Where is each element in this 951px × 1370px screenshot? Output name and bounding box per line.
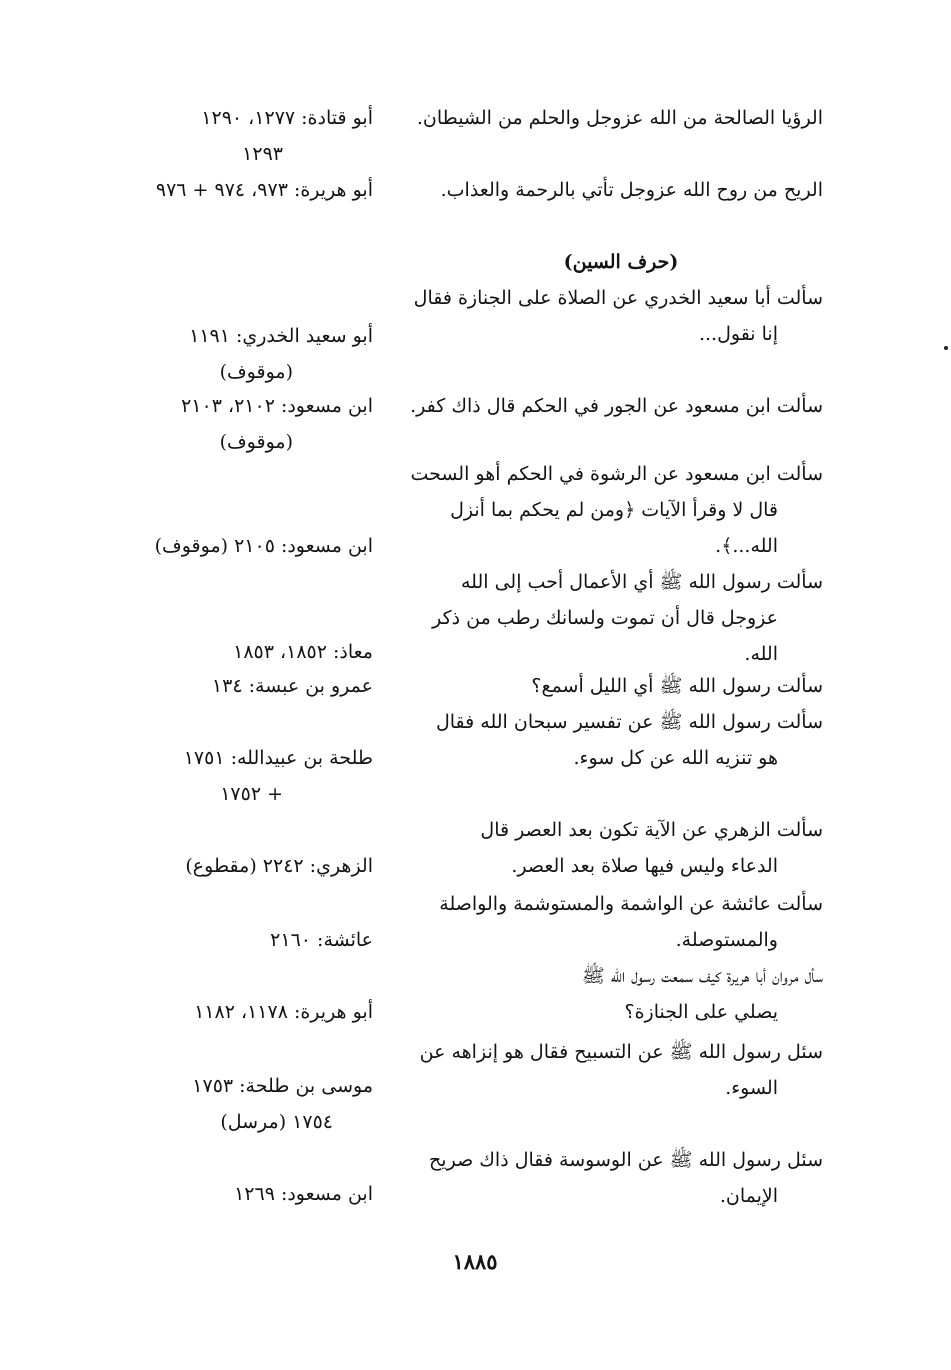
reference-line: ابن مسعود: ٢١٠٥ (موقوف) xyxy=(154,535,373,557)
hadith-line: السوء. xyxy=(725,1077,778,1099)
hadith-line: هو تنزيه الله عن كل سوء. xyxy=(573,747,778,769)
reference-line: معاذ: ١٨٥٢، ١٨٥٣ xyxy=(233,641,373,663)
hadith-text xyxy=(423,812,823,884)
hadith-text xyxy=(423,886,823,958)
hadith-reference xyxy=(13,634,373,670)
hadith-line: سألت الزهري عن الآية تكون بعد العصر قال xyxy=(480,819,823,841)
hadith-line: سئل رسول الله ﷺ عن الوسوسة فقال ذاك صريح xyxy=(429,1149,823,1171)
hadith-line: والمستوصلة. xyxy=(675,929,778,951)
hadith-line: الرؤيا الصالحة من الله عزوجل والحلم من الشيطان. xyxy=(416,107,823,129)
hadith-line: سألت أبا سعيد الخدري عن الصلاة على الجنازة فقال xyxy=(413,287,823,309)
reference-line: ١٧٥٤ (مرسل) xyxy=(220,1111,333,1133)
hadith-line: الدعاء وليس فيها صلاة بعد العصر. xyxy=(511,855,778,877)
reference-line: عمرو بن عبسة: ١٣٤ xyxy=(211,675,373,697)
hadith-text xyxy=(413,280,823,352)
hadith-line: سألت رسول الله ﷺ عن تفسير سبحان الله فقال xyxy=(435,711,823,733)
hadith-reference xyxy=(13,528,373,564)
hadith-text xyxy=(410,456,823,564)
hadith-line: الله...﴾. xyxy=(715,535,778,557)
reference-line: عائشة: ٢١٦٠ xyxy=(270,929,373,951)
hadith-line: سأل مروان أبا هريرة كيف سمعت رسول الله ﷺ xyxy=(581,965,823,987)
page-number: ١٨٨٥ xyxy=(452,1249,498,1274)
hadith-line: سألت ابن مسعود عن الجور في الحكم قال ذاك كفر. xyxy=(410,395,823,417)
hadith-text xyxy=(419,1034,823,1106)
hadith-reference xyxy=(13,100,373,172)
hadith-text xyxy=(423,1142,823,1214)
hadith-line: سألت ابن مسعود عن الرشوة في الحكم أهو السحت xyxy=(410,463,823,485)
hadith-reference xyxy=(13,1068,373,1140)
reference-line: أبو قتادة: ١٢٧٧، ١٢٩٠ xyxy=(201,107,373,129)
hadith-reference xyxy=(13,1176,373,1212)
hadith-reference xyxy=(13,388,373,460)
scan-speck xyxy=(944,346,948,350)
reference-line: ابن مسعود: ١٢٦٩ xyxy=(234,1183,373,1205)
reference-line: طلحة بن عبيدالله: ١٧٥١ xyxy=(183,747,373,769)
hadith-text xyxy=(423,668,823,704)
hadith-text xyxy=(423,958,823,1030)
reference-line: أبو هريرة: ٩٧٣، ٩٧٤ + ٩٧٦ xyxy=(155,179,373,201)
hadith-reference xyxy=(13,172,373,208)
hadith-text xyxy=(423,564,823,672)
hadith-line: قال لا وقرأ الآيات ﴿ومن لم يحكم بما أنزل xyxy=(450,499,778,521)
reference-line: ابن مسعود: ٢١٠٢، ٢١٠٣ xyxy=(181,395,373,417)
hadith-text xyxy=(410,388,823,424)
hadith-reference xyxy=(13,318,373,390)
reference-line: أبو سعيد الخدري: ١١٩١ xyxy=(189,325,373,347)
section-heading: (حرف السين) xyxy=(563,251,679,273)
hadith-text xyxy=(423,704,823,776)
hadith-line: سألت رسول الله ﷺ أي الليل أسمع؟ xyxy=(531,675,823,697)
hadith-line: سألت عائشة عن الواشمة والمستوشمة والواصلة xyxy=(439,893,823,915)
hadith-text xyxy=(423,172,823,208)
hadith-reference xyxy=(13,922,373,958)
hadith-reference xyxy=(13,668,373,704)
hadith-line: إنا نقول... xyxy=(698,323,778,345)
hadith-reference xyxy=(13,848,373,884)
reference-line: أبو هريرة: ١١٧٨، ١١٨٢ xyxy=(194,1001,373,1023)
hadith-line: سألت رسول الله ﷺ أي الأعمال أحب إلى الله xyxy=(461,571,823,593)
reference-line: (موقوف) xyxy=(219,431,293,453)
hadith-reference xyxy=(13,740,373,812)
hadith-text xyxy=(416,100,823,136)
reference-line: ١٢٩٣ xyxy=(242,143,283,165)
hadith-line: الله. xyxy=(744,643,778,665)
hadith-line: عزوجل قال أن تموت ولسانك رطب من ذكر xyxy=(432,607,778,629)
reference-line: (موقوف) xyxy=(219,361,293,383)
reference-line: + ١٧٥٢ xyxy=(220,783,283,805)
hadith-line: الإيمان. xyxy=(719,1185,778,1207)
hadith-line: سئل رسول الله ﷺ عن التسبيح فقال هو إنزاهه عن xyxy=(419,1041,823,1063)
hadith-reference xyxy=(13,994,373,1030)
reference-line: موسى بن طلحة: ١٧٥٣ xyxy=(192,1075,373,1097)
reference-line: الزهري: ٢٢٤٢ (مقطوع) xyxy=(185,855,373,877)
hadith-line: الريح من روح الله عزوجل تأتي بالرحمة والعذاب. xyxy=(440,179,823,201)
hadith-line: يصلي على الجنازة؟ xyxy=(624,1001,778,1023)
